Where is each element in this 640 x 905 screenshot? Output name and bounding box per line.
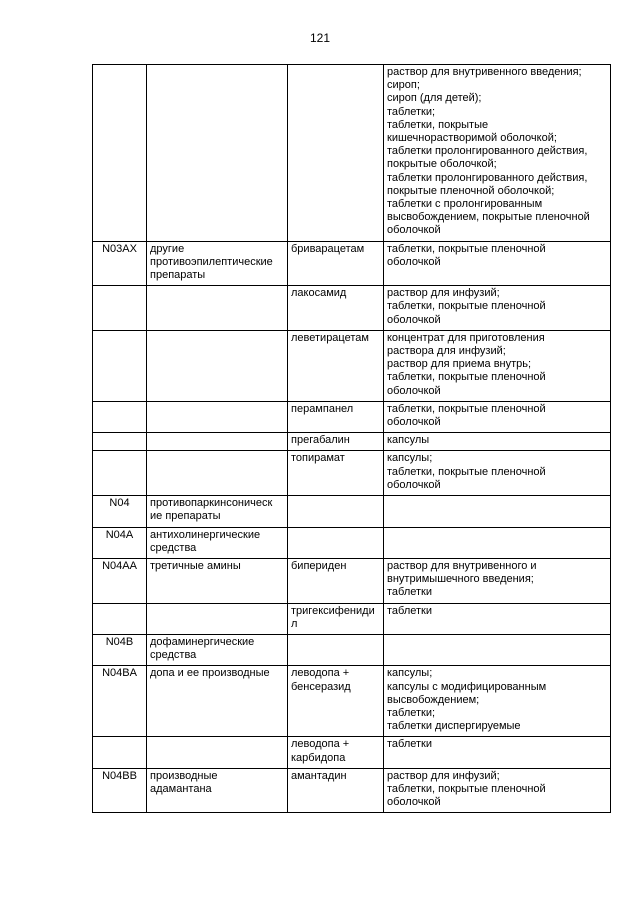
- forms-line: высвобождением;: [387, 693, 480, 706]
- forms-line: таблетки, покрытые пленочной: [387, 242, 546, 255]
- substance-cell: [288, 527, 384, 558]
- group-line: ие препараты: [150, 510, 221, 523]
- table-row: [93, 330, 611, 401]
- substance-cell: [288, 330, 384, 401]
- group-name-cell: [147, 330, 288, 401]
- substance-line: леводопа +: [291, 667, 350, 680]
- group-name-cell: [147, 401, 288, 432]
- group-line: средства: [150, 541, 197, 554]
- forms-line: капсулы;: [387, 452, 433, 465]
- substance-cell: [288, 666, 384, 737]
- forms-line: концентрат для приготовления: [387, 331, 545, 344]
- dosage-forms-cell: [384, 527, 611, 558]
- dosage-forms-cell: [384, 634, 611, 665]
- forms-line: внутримышечного введения;: [387, 573, 534, 586]
- group-line: противопаркинсоническ: [150, 497, 273, 510]
- group-line: дофаминергические: [150, 635, 255, 648]
- forms-line: таблетки: [387, 604, 433, 617]
- table-row: [93, 286, 611, 331]
- group-line: адамантана: [150, 782, 212, 795]
- group-line: средства: [150, 649, 197, 662]
- dosage-forms-cell: [384, 496, 611, 527]
- forms-line: таблетки, покрытые пленочной: [387, 465, 546, 478]
- substance-cell: [288, 634, 384, 665]
- forms-line: таблетки с пролонгированным: [387, 198, 543, 211]
- group-name-cell: [147, 451, 288, 496]
- forms-line: оболочкой: [387, 796, 441, 809]
- atc-code-cell: N04: [93, 496, 147, 527]
- group-name-cell: [147, 666, 288, 737]
- drug-classification-table: [92, 64, 611, 813]
- table-row: [93, 666, 611, 737]
- forms-line: капсулы: [387, 434, 430, 447]
- table-row: [93, 451, 611, 496]
- dosage-forms-cell: [384, 433, 611, 451]
- dosage-forms-cell: [384, 65, 611, 242]
- table-row: [93, 737, 611, 768]
- table-row: [93, 768, 611, 813]
- forms-line: таблетки пролонгированного действия,: [387, 145, 588, 158]
- dosage-forms-cell: [384, 558, 611, 603]
- table-row: [93, 634, 611, 665]
- substance-cell: [288, 603, 384, 634]
- forms-line: раствор для инфузий;: [387, 769, 500, 782]
- forms-line: таблетки диспергируемые: [387, 720, 521, 733]
- substance-cell: [288, 737, 384, 768]
- atc-code-cell: N04BA: [93, 666, 147, 737]
- forms-line: таблетки: [387, 586, 433, 599]
- table-row: [93, 433, 611, 451]
- dosage-forms-cell: [384, 451, 611, 496]
- forms-line: оболочкой: [387, 313, 441, 326]
- group-name-cell: [147, 433, 288, 451]
- group-line: препараты: [150, 269, 206, 282]
- forms-line: покрытые пленочной оболочкой;: [387, 184, 555, 197]
- atc-code-cell: [93, 330, 147, 401]
- forms-line: таблетки, покрытые пленочной: [387, 371, 546, 384]
- group-name-cell: [147, 527, 288, 558]
- substance-line: карбидопа: [291, 751, 346, 764]
- dosage-forms-cell: [384, 241, 611, 286]
- dosage-forms-cell: [384, 330, 611, 401]
- atc-code-cell: [93, 603, 147, 634]
- substance-line: л: [291, 617, 298, 630]
- forms-line: покрытые оболочкой;: [387, 158, 497, 171]
- forms-line: высвобождением, покрытые пленочной: [387, 211, 590, 224]
- substance-cell: [288, 286, 384, 331]
- dosage-forms-cell: [384, 768, 611, 813]
- substance-line: прегабалин: [291, 434, 350, 447]
- substance-cell: [288, 768, 384, 813]
- substance-cell: [288, 451, 384, 496]
- forms-line: оболочкой: [387, 384, 441, 397]
- forms-line: раствор для внутривенного введения;: [387, 66, 582, 78]
- substance-line: топирамат: [291, 452, 345, 465]
- substance-line: тригексифениди: [291, 604, 375, 617]
- forms-line: оболочкой: [387, 478, 441, 491]
- dosage-forms-cell: [384, 666, 611, 737]
- forms-line: таблетки;: [387, 105, 436, 118]
- forms-line: сироп;: [387, 79, 420, 92]
- substance-line: бриварацетам: [291, 242, 365, 255]
- substance-line: бипериден: [291, 559, 347, 572]
- substance-cell: [288, 433, 384, 451]
- atc-code-cell: N04B: [93, 634, 147, 665]
- group-name-cell: [147, 558, 288, 603]
- dosage-forms-cell: [384, 737, 611, 768]
- group-name-cell: [147, 737, 288, 768]
- forms-line: таблетки, покрытые: [387, 118, 489, 131]
- forms-line: оболочкой: [387, 416, 441, 429]
- atc-code-cell: [93, 737, 147, 768]
- atc-code-cell: [93, 451, 147, 496]
- table-body: [93, 65, 611, 813]
- substance-line: леветирацетам: [291, 331, 369, 344]
- forms-line: оболочкой: [387, 224, 441, 237]
- forms-line: оболочкой: [387, 255, 441, 268]
- substance-cell: [288, 558, 384, 603]
- substance-line: амантадин: [291, 769, 347, 782]
- substance-cell: [288, 65, 384, 242]
- forms-line: таблетки, покрытые пленочной: [387, 300, 546, 313]
- forms-line: раствора для инфузий;: [387, 345, 506, 358]
- group-line: допа и ее производные: [150, 667, 270, 680]
- atc-code-cell: N04BB: [93, 768, 147, 813]
- group-name-cell: [147, 65, 288, 242]
- forms-line: раствор для внутривенного и: [387, 559, 537, 572]
- atc-code-cell: [93, 433, 147, 451]
- atc-code-cell: [93, 401, 147, 432]
- group-name-cell: [147, 603, 288, 634]
- atc-code-cell: [93, 65, 147, 242]
- group-line: другие: [150, 242, 185, 255]
- forms-line: таблетки, покрытые пленочной: [387, 402, 546, 415]
- table-row: [93, 603, 611, 634]
- group-name-cell: [147, 634, 288, 665]
- atc-code-cell: N04A: [93, 527, 147, 558]
- forms-line: сироп (для детей);: [387, 92, 482, 105]
- forms-line: раствор для инфузий;: [387, 287, 500, 300]
- substance-line: перампанел: [291, 402, 354, 415]
- forms-line: капсулы с модифицированным: [387, 680, 547, 693]
- table-row: [93, 65, 611, 242]
- forms-line: кишечнорастворимой оболочкой;: [387, 132, 557, 145]
- group-name-cell: [147, 241, 288, 286]
- substance-line: леводопа +: [291, 738, 350, 751]
- forms-line: таблетки;: [387, 706, 436, 719]
- dosage-forms-cell: [384, 603, 611, 634]
- atc-code-cell: N04AA: [93, 558, 147, 603]
- group-line: противоэпилептические: [150, 255, 273, 268]
- group-line: производные: [150, 769, 218, 782]
- group-name-cell: [147, 768, 288, 813]
- table-row: [93, 496, 611, 527]
- forms-line: капсулы;: [387, 667, 433, 680]
- forms-line: таблетки пролонгированного действия,: [387, 171, 588, 184]
- group-line: третичные амины: [150, 559, 241, 572]
- dosage-forms-cell: [384, 286, 611, 331]
- atc-code-cell: [93, 286, 147, 331]
- group-name-cell: [147, 286, 288, 331]
- table-row: [93, 527, 611, 558]
- substance-cell: [288, 496, 384, 527]
- substance-line: бенсеразид: [291, 680, 351, 693]
- group-name-cell: [147, 496, 288, 527]
- group-line: антихолинергические: [150, 528, 261, 541]
- table-row: [93, 241, 611, 286]
- page-number: 121: [309, 31, 331, 45]
- forms-line: таблетки: [387, 738, 433, 751]
- forms-line: раствор для приема внутрь;: [387, 358, 532, 371]
- forms-line: таблетки, покрытые пленочной: [387, 782, 546, 795]
- substance-line: лакосамид: [291, 287, 347, 300]
- table-row: [93, 401, 611, 432]
- substance-cell: [288, 401, 384, 432]
- dosage-forms-cell: [384, 401, 611, 432]
- substance-cell: [288, 241, 384, 286]
- atc-code-cell: N03AX: [93, 241, 147, 286]
- table-row: [93, 558, 611, 603]
